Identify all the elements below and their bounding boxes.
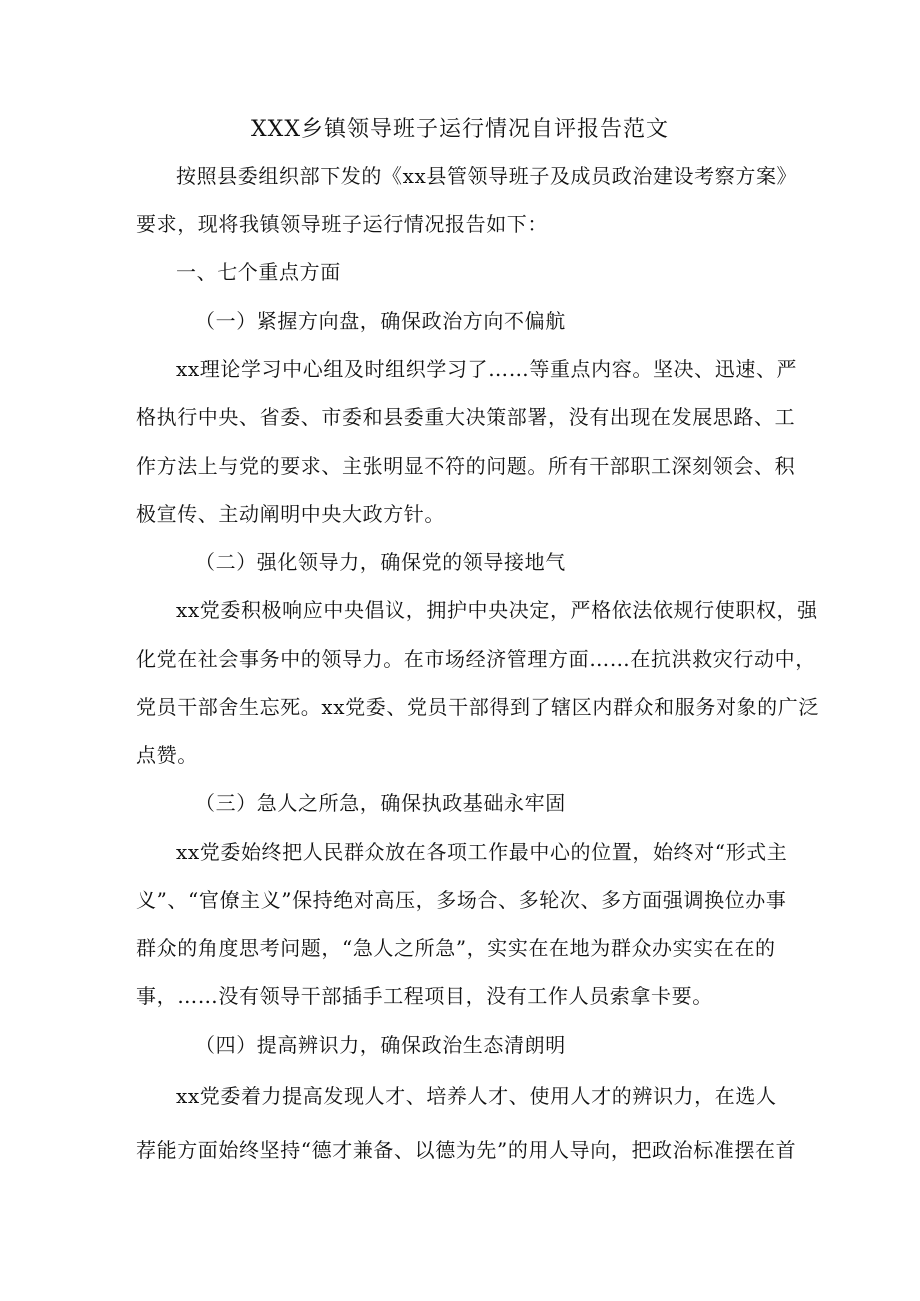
paragraph-line: 事，……没有领导干部插手工程项目，没有工作人员索拿卡要。 [136,984,713,1008]
section-heading: 一、七个重点方面 [176,260,341,284]
paragraph-line: 义”、“官僚主义”保持绝对高压，多场合、多轮次、多方面强调换位办事 [136,888,787,912]
paragraph-line: xx党委始终把人民群众放在各项工作最中心的位置，始终对“形式主 [176,840,788,864]
paragraph-line: 荐能方面始终坚持“德才兼备、以德为先”的用人导向，把政治标准摆在首 [136,1138,797,1162]
subsection-heading: （二）强化领导力，确保党的领导接地气 [195,550,566,574]
paragraph-line: 作方法上与党的要求、主张明显不符的问题。所有干部职工深刻领会、积 [136,454,796,478]
paragraph-line: 极宣传、主动阐明中央大政方针。 [136,502,445,526]
paragraph-line: xx党委积极响应中央倡议，拥护中央决定，严格依法依规行使职权，强 [176,598,818,622]
paragraph-line: 点赞。 [136,743,198,767]
subsection-heading: （四）提高辨识力，确保政治生态清朗明 [195,1033,566,1057]
paragraph-line: xx党委着力提高发现人才、培养人才、使用人才的辨识力，在选人 [176,1084,777,1108]
paragraph-line: 要求，现将我镇领导班子运行情况报告如下： [136,212,548,236]
subsection-heading: （一）紧握方向盘，确保政治方向不偏航 [195,309,566,333]
paragraph-line: 格执行中央、省委、市委和县委重大决策部署，没有出现在发展思路、工 [136,405,796,429]
paragraph-line: 化党在社会事务中的领导力。在市场经济管理方面……在抗洪救灾行动中， [136,647,816,671]
paragraph-line: 群众的角度思考问题，“急人之所急”，实实在在地为群众办实实在在的 [136,936,776,960]
paragraph-line: 按照县委组织部下发的《xx县管领导班子及成员政治建设考察方案》 [176,164,798,188]
subsection-heading: （三）急人之所急，确保执政基础永牢固 [195,791,566,815]
paragraph-line: xx理论学习中心组及时组织学习了……等重点内容。坚决、迅速、严 [176,357,798,381]
document-title: XXX乡镇领导班子运行情况自评报告范文 [251,117,669,142]
paragraph-line: 党员干部舍生忘死。xx党委、党员干部得到了辖区内群众和服务对象的广泛 [136,695,819,719]
